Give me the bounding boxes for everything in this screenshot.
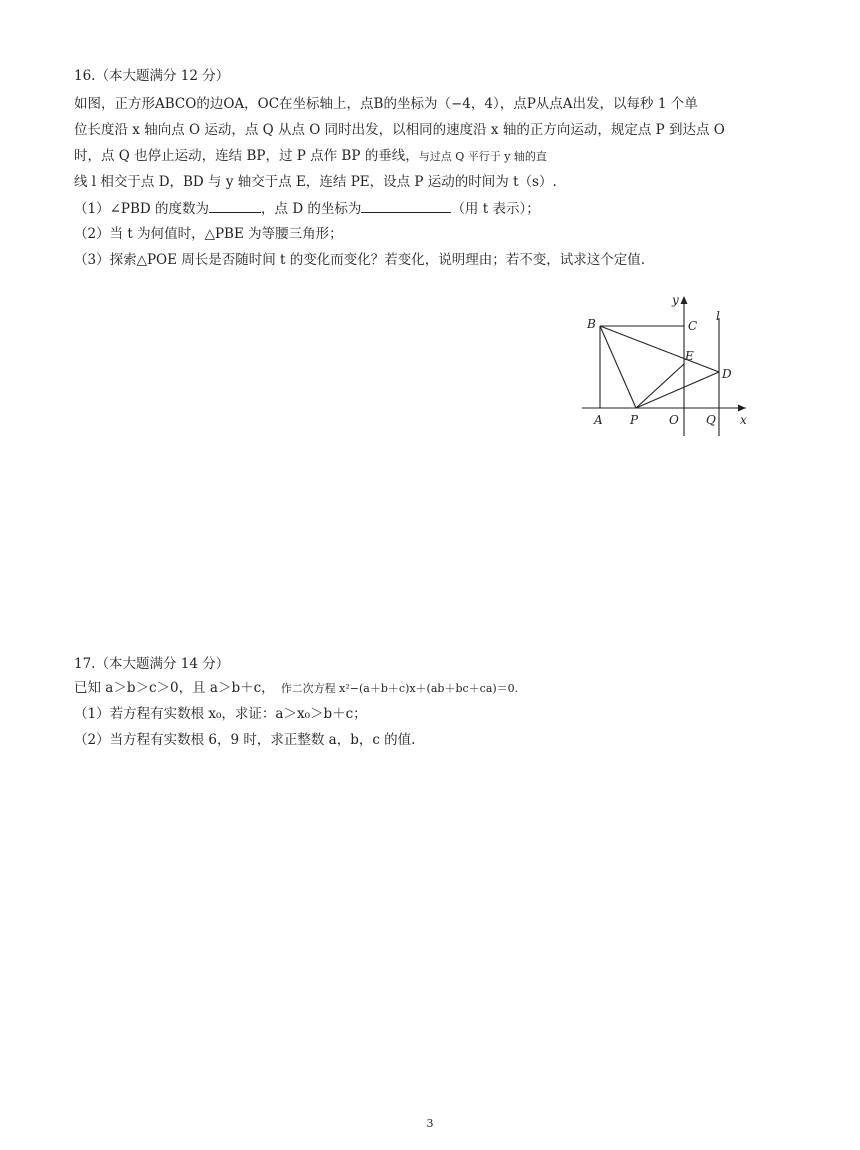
q16-line-3 bbox=[74, 148, 547, 165]
segment-pe bbox=[636, 364, 684, 408]
q16-line-1: 如图，正方形ABCO的边OA，OC在坐标轴上，点B的坐标为（−4，4），点P从点A出发，以每秒 1 个单 bbox=[74, 96, 698, 112]
geometry-figure bbox=[578, 288, 758, 438]
answer-blank-point-d bbox=[361, 200, 451, 213]
x-axis-arrow bbox=[738, 405, 746, 412]
q16-part-2: （2）当 t 为何值时，△PBE 为等腰三角形； bbox=[74, 226, 343, 242]
q16-part-3: （3）探索△POE 周长是否随时间 t 的变化而变化？若变化，说明理由；若不变，试求这个定值. bbox=[74, 252, 646, 268]
label-l: l bbox=[716, 309, 720, 323]
label-p: P bbox=[630, 413, 639, 427]
q16-part-1-c: （用 t 表示）； bbox=[451, 201, 540, 217]
label-x: x bbox=[740, 413, 747, 427]
label-d: D bbox=[722, 367, 732, 381]
q17-header: 17.（本大题满分 14 分） bbox=[74, 656, 230, 672]
q17-part-2: （2）当方程有实数根 6，9 时，求正整数 a，b，c 的值. bbox=[74, 732, 416, 748]
answer-blank-angle bbox=[209, 200, 261, 213]
q17-line-1-a: 已知 a＞b＞c＞0，且 a＞b＋c， bbox=[74, 680, 275, 696]
q16-line-4: 线 l 相交于点 D，BD 与 y 轴交于点 E，连结 PE，设点 P 运动的时间为 t（s）. bbox=[74, 174, 557, 190]
label-b: B bbox=[587, 317, 596, 331]
q16-line-3-main: 时，点 Q 也停止运动，连结 BP，过 P 点作 BP 的垂线， bbox=[74, 148, 419, 164]
label-e: E bbox=[685, 349, 694, 363]
label-c: C bbox=[688, 319, 698, 333]
q16-part-1 bbox=[74, 200, 540, 217]
q16-line-3-small: 与过点 Q 平行于 y 轴的直 bbox=[418, 150, 547, 163]
label-o: O bbox=[669, 413, 679, 427]
label-y: y bbox=[672, 293, 679, 307]
q16-part-1-a: （1）∠PBD 的度数为 bbox=[74, 201, 210, 217]
q17-line-1-b: 作二次方程 x²−(a＋b＋c)x＋(ab＋bc＋ca)＝0. bbox=[280, 682, 519, 695]
segment-bd bbox=[600, 326, 719, 372]
label-q: Q bbox=[706, 413, 716, 427]
label-a: A bbox=[594, 413, 603, 427]
segment-pd bbox=[636, 372, 719, 408]
q17-part-1: （1）若方程有实数根 x₀，求证：a＞x₀＞b＋c； bbox=[74, 706, 367, 722]
q16-line-2: 位长度沿 x 轴向点 O 运动，点 Q 从点 O 同时出发，以相同的速度沿 x 轴的正方向运动，规定点 P 到达点 O bbox=[74, 122, 725, 138]
y-axis-arrow bbox=[681, 296, 688, 304]
q17-line-1 bbox=[74, 680, 518, 697]
q16-part-1-b: ，点 D 的坐标为 bbox=[261, 201, 362, 217]
q16-header: 16.（本大题满分 12 分） bbox=[74, 68, 230, 84]
figure-lines bbox=[582, 296, 746, 436]
page-number: 3 bbox=[426, 1117, 434, 1130]
